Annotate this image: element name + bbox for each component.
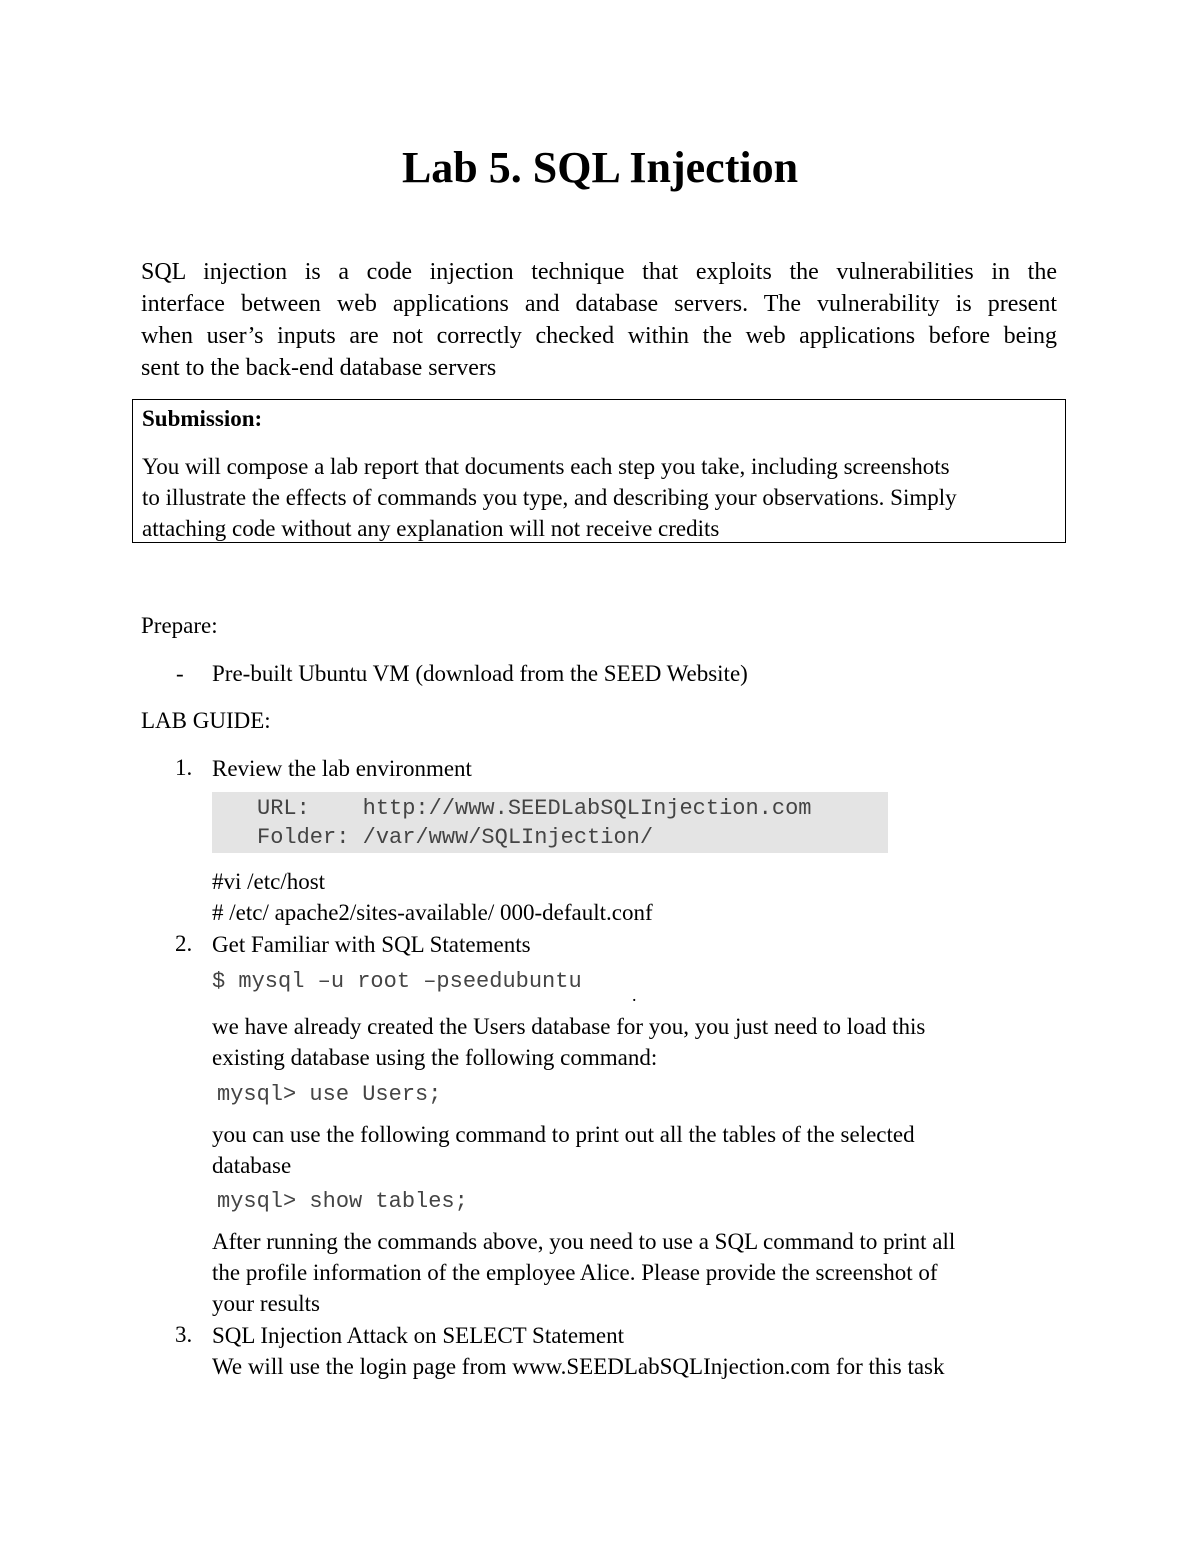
code-folder-line: Folder: /var/www/SQLInjection/ bbox=[257, 825, 654, 850]
intro-line: interface between web applications and database servers. The vulnerability is present bbox=[141, 291, 1057, 317]
paragraph-line: the profile information of the employee Alice. Please provide the screenshot of bbox=[212, 1260, 938, 1285]
page-title: Lab 5. SQL Injection bbox=[401, 143, 799, 192]
stray-dot: . bbox=[632, 985, 637, 1005]
submission-text bbox=[142, 451, 1054, 544]
step-number: 1. bbox=[175, 755, 193, 780]
code-mysql-login: $ mysql –u root –pseedubuntu bbox=[212, 969, 582, 994]
code-block bbox=[212, 792, 888, 853]
step-title: Review the lab environment bbox=[212, 756, 472, 781]
step-note: #vi /etc/host bbox=[212, 869, 326, 894]
lab-guide-label: LAB GUIDE: bbox=[141, 708, 271, 733]
step-note: # /etc/ apache2/sites-available/ 000-default.conf bbox=[212, 900, 653, 925]
intro-line: when user’s inputs are not correctly checked within the web applications before being bbox=[141, 323, 1057, 349]
submission-line: You will compose a lab report that documents each step you take, including screenshots bbox=[142, 454, 950, 479]
intro-paragraph bbox=[141, 256, 1057, 384]
paragraph-line: existing database using the following command: bbox=[212, 1045, 658, 1070]
prepare-label: Prepare: bbox=[141, 613, 218, 638]
bullet-dash: - bbox=[176, 661, 184, 686]
code-url-line: URL: http://www.SEEDLabSQLInjection.com bbox=[257, 796, 812, 821]
paragraph-line: you can use the following command to print out all the tables of the selected bbox=[212, 1122, 915, 1147]
step-number: 3. bbox=[175, 1322, 193, 1347]
paragraph-line: After running the commands above, you need to use a SQL command to print all bbox=[212, 1229, 956, 1254]
step-number: 2. bbox=[175, 931, 193, 956]
submission-box bbox=[132, 399, 1066, 543]
submission-heading: Submission: bbox=[142, 406, 263, 431]
submission-line: to illustrate the effects of commands you type, and describing your observations. Simply bbox=[142, 485, 957, 510]
submission-line: attaching code without any explanation will not receive credits bbox=[142, 516, 720, 541]
step-description: We will use the login page from www.SEEDLabSQLInjection.com for this task bbox=[212, 1354, 945, 1379]
paragraph-line: your results bbox=[212, 1291, 320, 1316]
step-title: Get Familiar with SQL Statements bbox=[212, 932, 531, 957]
paragraph-line: we have already created the Users database for you, you just need to load this bbox=[212, 1014, 926, 1039]
intro-line: SQL injection is a code injection technique that exploits the vulnerabilities in the bbox=[141, 259, 1057, 285]
prepare-item: Pre-built Ubuntu VM (download from the SEED Website) bbox=[212, 661, 748, 686]
code-show-tables: mysql> show tables; bbox=[217, 1189, 468, 1214]
intro-line: sent to the back-end database servers bbox=[141, 355, 497, 381]
code-use-users: mysql> use Users; bbox=[217, 1082, 442, 1107]
paragraph-line: database bbox=[212, 1153, 292, 1178]
step-title: SQL Injection Attack on SELECT Statement bbox=[212, 1323, 625, 1348]
